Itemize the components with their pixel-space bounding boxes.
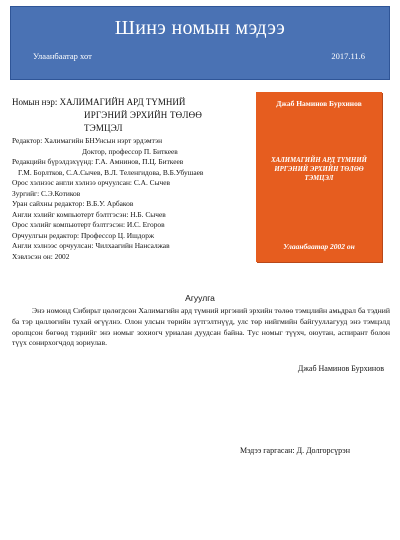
credit-line: Хэвлэсэн он: 2002: [12, 251, 70, 261]
cover-author: Джаб Наминов Бурхинов: [276, 99, 362, 108]
credit-line: Уран сайхны редактор: В.Б.У. Арбаков: [12, 199, 134, 208]
page-title: Шинэ номын мэдээ: [114, 17, 286, 39]
header-city: Улаанбаатар хот: [33, 51, 92, 61]
abstract-heading: Агуулга: [185, 293, 215, 303]
credit-line: Орос хэлийг компьютерт бэлтгэсэн: И.С. Егоров: [12, 220, 165, 229]
credit-line: Англи хэлийг компьютерт бэлтгэсэн: Н.Б. Сычев: [12, 209, 166, 219]
abstract-signature: Джаб Наминов Бурхинов: [297, 364, 384, 373]
credit-line: Англи хэлнээс орчуулсан: Чилхаагийн Нансалжав: [12, 241, 170, 250]
book-title-line2: ИРГЭНИЙ ЭРХИЙН ТӨЛӨӨ ТЭМЦЭЛ: [84, 110, 203, 133]
cover-footer: Улаанбаатар 2002 он: [283, 242, 355, 251]
credit-line: Зургийг: С.Э.Котиков: [12, 188, 81, 198]
book-cover-image: [256, 92, 382, 262]
credit-line: Редакцийн бүрэлдэхүүнд: Г.А. Амнинов, П.Ц. Биткеев: [12, 157, 184, 166]
credit-line: Г.М. Борлтков, С.А.Сычев, В.Л. Теленгидова, В.Б.Убушаев: [18, 167, 204, 177]
credit-line: Орос хэлнээс англи хэлнээ орчуулсан: С.А. Сычев: [12, 178, 171, 187]
credit-line: Редактор: Халимагийн БНУнсын нэрт эрдэмтэн: [12, 136, 163, 145]
abstract-text: Энэ номонд Сибирьт цөлөгдсөн Халимагийн ард түмний иргэний эрхийн төлөө тэмцлийн амьдрал ба тэдний ба тэр цөллөгийн тухай өгүүлнэ. Олон улсын төрийн зүтгэлтнүүд, улс төр нийгмийн байгууллагууд энэ тэмцэлд оролцсон бөгөөд тэднийг энэ номыг зохиогч уриалан дуудсан байна. Тус номыг түүхч, оюутан, аспирант болон түүх сонирхогчдод зориулав.: [12, 306, 390, 348]
book-credits: [12, 136, 250, 262]
book-title-line1: Номын нэр: ХАЛИМАГИЙН АРД ТҮМНИЙ: [12, 97, 186, 107]
news-header: [10, 6, 390, 80]
credit-line: Доктор, профессор П. Биткеев: [82, 146, 178, 156]
cover-title: ХАЛИМАГИЙН АРД ТҮМНИЙ ИРГЭНИЙ ЭРХИЙН ТӨЛӨӨ ТЭМЦЭЛ: [271, 157, 367, 182]
book-title: [12, 96, 242, 135]
credit-line: Орчуулгын редактор: Профессор Ц. Ишдорж: [12, 230, 155, 240]
prepared-by: Мэдээ гаргасан: Д. Долгорсүрэн: [240, 446, 350, 455]
header-date: 2017.11.6: [331, 51, 365, 61]
